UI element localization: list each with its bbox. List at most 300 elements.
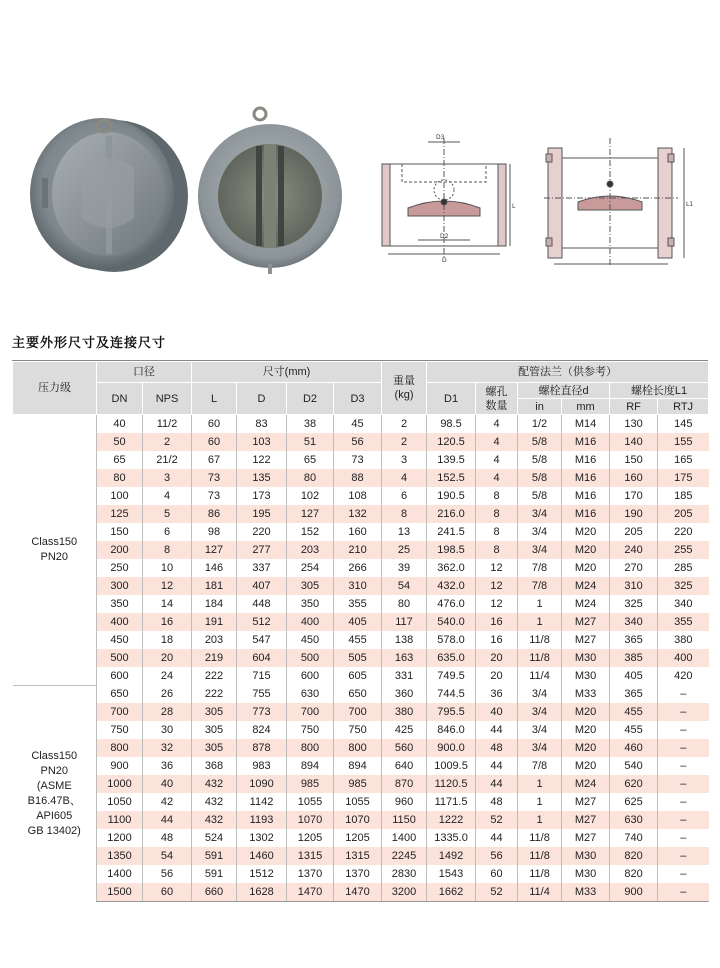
cell-weight: 870 [382,775,427,793]
cell-d3: 1070 [334,811,382,829]
cell-weight: 2 [382,415,427,434]
cell-bolt-mm: M27 [562,829,610,847]
cell-d3: 1370 [334,865,382,883]
cell-len-rtj: – [658,685,709,703]
cell-len-rtj: – [658,793,709,811]
cell-dn: 400 [97,613,143,631]
header-caliber: 口径 [97,362,192,383]
cell-bolt-in: 1/2 [518,415,562,434]
cell-bolt-in: 11/4 [518,667,562,685]
cell-len-rf: 820 [610,865,658,883]
pressure-class-line: GB 13402) [27,824,81,837]
cell-bolt-holes: 12 [476,577,518,595]
cell-len-rf: 460 [610,739,658,757]
cell-bolt-mm: M20 [562,523,610,541]
cell-len-rtj: 285 [658,559,709,577]
cell-len-rf: 340 [610,613,658,631]
pressure-class-cell [13,685,97,902]
cell-bolt-mm: M33 [562,685,610,703]
cell-nps: 16 [143,613,192,631]
cell-weight: 39 [382,559,427,577]
cell-bolt-in: 1 [518,613,562,631]
cell-d2: 1370 [287,865,334,883]
cell-bolt-in: 3/4 [518,739,562,757]
cell-d2: 305 [287,577,334,595]
cell-bolt-in: 1 [518,775,562,793]
cell-d: 1512 [237,865,287,883]
cell-dn: 200 [97,541,143,559]
cell-d: 1460 [237,847,287,865]
cell-bolt-mm: M27 [562,793,610,811]
cell-weight: 425 [382,721,427,739]
cell-d3: 1205 [334,829,382,847]
cell-l: 98 [192,523,237,541]
cell-nps: 28 [143,703,192,721]
cell-len-rtj: 145 [658,415,709,434]
product-photos [0,0,720,300]
table-row [13,685,709,703]
table-row [13,847,709,865]
cell-d3: 266 [334,559,382,577]
cell-d2: 630 [287,685,334,703]
cell-d: 407 [237,577,287,595]
cell-weight: 4 [382,469,427,487]
cell-dn: 1000 [97,775,143,793]
cell-d2: 750 [287,721,334,739]
cell-d3: 405 [334,613,382,631]
cell-d2: 51 [287,433,334,451]
cell-d3: 1470 [334,883,382,902]
header-bolt-holes-line2: 数量 [485,399,508,412]
cell-d1: 1120.5 [427,775,476,793]
cell-d2: 500 [287,649,334,667]
table-row [13,739,709,757]
cell-weight: 560 [382,739,427,757]
cell-dn: 1200 [97,829,143,847]
cell-l: 60 [192,415,237,434]
cell-weight: 640 [382,757,427,775]
section-title: 主要外形尺寸及连接尺寸 [12,336,167,351]
cell-d1: 476.0 [427,595,476,613]
section-drawing-2 [544,134,700,274]
cell-weight: 54 [382,577,427,595]
cell-l: 73 [192,487,237,505]
cell-dn: 250 [97,559,143,577]
cell-d2: 400 [287,613,334,631]
cell-bolt-holes: 8 [476,487,518,505]
header-dn: DN [97,383,143,415]
cell-len-rtj: – [658,757,709,775]
cell-bolt-in: 3/4 [518,505,562,523]
cell-nps: 56 [143,865,192,883]
drawing-label-d: D [442,257,447,264]
cell-l: 203 [192,631,237,649]
cell-d3: 894 [334,757,382,775]
cell-bolt-in: 3/4 [518,523,562,541]
header-d3: D3 [334,383,382,415]
cell-d1: 1222 [427,811,476,829]
cell-dn: 50 [97,433,143,451]
drawing-label-d2: D2 [440,233,449,240]
cell-len-rf: 365 [610,631,658,649]
cell-bolt-holes: 48 [476,739,518,757]
cell-d1: 139.5 [427,451,476,469]
cell-d3: 45 [334,415,382,434]
cell-len-rf: 190 [610,505,658,523]
cell-dn: 80 [97,469,143,487]
cell-bolt-mm: M16 [562,451,610,469]
cell-bolt-holes: 12 [476,595,518,613]
cell-l: 432 [192,811,237,829]
cell-weight: 13 [382,523,427,541]
cell-len-rtj: 175 [658,469,709,487]
cell-dn: 65 [97,451,143,469]
cell-weight: 2245 [382,847,427,865]
cell-len-rtj: 165 [658,451,709,469]
cell-dn: 1050 [97,793,143,811]
cell-d: 1090 [237,775,287,793]
cell-len-rtj: 220 [658,523,709,541]
cell-bolt-holes: 44 [476,775,518,793]
cell-len-rf: 130 [610,415,658,434]
cell-len-rtj: – [658,703,709,721]
table-row [13,721,709,739]
cell-bolt-mm: M14 [562,415,610,434]
cell-d1: 846.0 [427,721,476,739]
cell-d3: 56 [334,433,382,451]
cell-d1: 198.5 [427,541,476,559]
table-row [13,433,709,451]
cell-bolt-mm: M24 [562,577,610,595]
header-mm: mm [562,399,610,415]
cell-bolt-holes: 20 [476,649,518,667]
cell-weight: 6 [382,487,427,505]
cell-d1: 1335.0 [427,829,476,847]
header-rf: RF [610,399,658,415]
cell-d: 195 [237,505,287,523]
cell-l: 219 [192,649,237,667]
cell-l: 86 [192,505,237,523]
table-row [13,631,709,649]
cell-l: 305 [192,721,237,739]
cell-d1: 749.5 [427,667,476,685]
cell-l: 305 [192,739,237,757]
cell-weight: 1400 [382,829,427,847]
cell-bolt-holes: 20 [476,667,518,685]
dimension-table [12,361,709,902]
cell-bolt-mm: M20 [562,559,610,577]
cell-d1: 1492 [427,847,476,865]
cell-l: 222 [192,685,237,703]
cell-weight: 117 [382,613,427,631]
cell-l: 184 [192,595,237,613]
cell-len-rtj: 325 [658,577,709,595]
table-row [13,451,709,469]
cell-d3: 310 [334,577,382,595]
cell-l: 146 [192,559,237,577]
cell-nps: 5 [143,505,192,523]
cell-d3: 160 [334,523,382,541]
cell-d: 83 [237,415,287,434]
cell-bolt-mm: M20 [562,721,610,739]
group-class150 [13,415,709,686]
drawing-label-l: L [512,203,516,210]
cell-dn: 100 [97,487,143,505]
cell-d1: 900.0 [427,739,476,757]
cell-bolt-holes: 12 [476,559,518,577]
cell-l: 73 [192,469,237,487]
cell-bolt-mm: M30 [562,667,610,685]
cell-d2: 985 [287,775,334,793]
cell-nps: 12 [143,577,192,595]
cell-bolt-in: 3/4 [518,721,562,739]
cell-weight: 2 [382,433,427,451]
cell-d3: 108 [334,487,382,505]
cell-dn: 1100 [97,811,143,829]
table-row [13,613,709,631]
table-row [13,559,709,577]
table-row [13,757,709,775]
cell-len-rf: 365 [610,685,658,703]
cell-nps: 6 [143,523,192,541]
cell-d: 878 [237,739,287,757]
cell-bolt-in: 1 [518,811,562,829]
cell-bolt-holes: 4 [476,415,518,434]
cell-l: 222 [192,667,237,685]
cell-bolt-holes: 44 [476,721,518,739]
header-weight-unit: (kg) [394,389,414,401]
header-bolt-length: 螺栓长度L1 [610,383,709,399]
cell-bolt-in: 5/8 [518,433,562,451]
cell-len-rtj: – [658,865,709,883]
cell-nps: 30 [143,721,192,739]
cell-len-rf: 150 [610,451,658,469]
cell-d1: 1662 [427,883,476,902]
cell-bolt-in: 3/4 [518,703,562,721]
cell-len-rf: 625 [610,793,658,811]
table-row [13,595,709,613]
cell-bolt-in: 5/8 [518,451,562,469]
cell-nps: 26 [143,685,192,703]
cell-d1: 1171.5 [427,793,476,811]
table-row [13,793,709,811]
cell-d2: 254 [287,559,334,577]
cell-nps: 21/2 [143,451,192,469]
cell-d3: 1315 [334,847,382,865]
cell-len-rf: 900 [610,883,658,902]
cell-d1: 216.0 [427,505,476,523]
cell-dn: 1400 [97,865,143,883]
cell-nps: 3 [143,469,192,487]
cell-d: 122 [237,451,287,469]
cell-d2: 1205 [287,829,334,847]
cell-nps: 44 [143,811,192,829]
cell-bolt-in: 11/8 [518,829,562,847]
cell-bolt-in: 3/4 [518,541,562,559]
cell-d1: 795.5 [427,703,476,721]
cell-d1: 540.0 [427,613,476,631]
cell-d3: 505 [334,649,382,667]
cell-weight: 80 [382,595,427,613]
table-row [13,883,709,902]
cell-len-rtj: 420 [658,667,709,685]
cell-l: 524 [192,829,237,847]
cell-d1: 362.0 [427,559,476,577]
cell-bolt-holes: 48 [476,793,518,811]
cell-weight: 2830 [382,865,427,883]
cell-l: 368 [192,757,237,775]
pressure-class-line: Class150 [31,535,78,548]
cell-len-rtj: – [658,811,709,829]
cell-d2: 38 [287,415,334,434]
cell-len-rf: 325 [610,595,658,613]
header-in: in [518,399,562,415]
cell-bolt-holes: 4 [476,469,518,487]
cell-len-rtj: – [658,721,709,739]
cell-nps: 32 [143,739,192,757]
cell-len-rf: 170 [610,487,658,505]
cell-bolt-in: 5/8 [518,487,562,505]
cell-len-rtj: 355 [658,613,709,631]
cell-d2: 65 [287,451,334,469]
table-row [13,505,709,523]
cell-bolt-in: 7/8 [518,559,562,577]
cell-nps: 10 [143,559,192,577]
cell-bolt-mm: M16 [562,505,610,523]
table-row [13,865,709,883]
cell-nps: 14 [143,595,192,613]
cell-len-rf: 405 [610,667,658,685]
cell-nps: 18 [143,631,192,649]
cell-dn: 650 [97,685,143,703]
cell-l: 660 [192,883,237,902]
cell-len-rtj: 255 [658,541,709,559]
cell-d: 220 [237,523,287,541]
cell-bolt-in: 5/8 [518,469,562,487]
header-d2: D2 [287,383,334,415]
cell-l: 60 [192,433,237,451]
pressure-class-line: API605 [36,809,73,822]
cell-d2: 152 [287,523,334,541]
cell-bolt-holes: 8 [476,541,518,559]
cell-nps: 36 [143,757,192,775]
cell-bolt-mm: M30 [562,847,610,865]
cell-bolt-holes: 44 [476,829,518,847]
cell-d: 512 [237,613,287,631]
table-row [13,775,709,793]
cell-len-rtj: 155 [658,433,709,451]
cell-d: 715 [237,667,287,685]
cell-d2: 1470 [287,883,334,902]
cell-d2: 1070 [287,811,334,829]
cell-weight: 138 [382,631,427,649]
cell-bolt-mm: M27 [562,613,610,631]
cell-l: 591 [192,847,237,865]
cell-bolt-mm: M16 [562,487,610,505]
cell-d2: 127 [287,505,334,523]
cell-len-rf: 160 [610,469,658,487]
cell-bolt-mm: M16 [562,469,610,487]
cell-dn: 500 [97,649,143,667]
cell-bolt-in: 11/8 [518,865,562,883]
cell-len-rf: 820 [610,847,658,865]
cell-nps: 20 [143,649,192,667]
cell-d: 824 [237,721,287,739]
cell-d: 983 [237,757,287,775]
cell-d: 773 [237,703,287,721]
cell-d1: 241.5 [427,523,476,541]
cell-nps: 11/2 [143,415,192,434]
cell-d: 755 [237,685,287,703]
valve-front-photo [196,104,346,276]
section-drawing-1 [378,128,516,268]
cell-len-rtj: 400 [658,649,709,667]
cell-bolt-mm: M30 [562,649,610,667]
cell-l: 305 [192,703,237,721]
cell-d3: 800 [334,739,382,757]
cell-weight: 3 [382,451,427,469]
cell-nps: 48 [143,829,192,847]
cell-d: 135 [237,469,287,487]
cell-dn: 350 [97,595,143,613]
cell-dn: 40 [97,415,143,434]
cell-dn: 1500 [97,883,143,902]
cell-d3: 210 [334,541,382,559]
cell-len-rtj: 380 [658,631,709,649]
cell-d: 173 [237,487,287,505]
cell-bolt-holes: 56 [476,847,518,865]
header-pressure-class: 压力级 [13,362,97,415]
cell-len-rtj: – [658,739,709,757]
cell-d: 1302 [237,829,287,847]
cell-bolt-in: 7/8 [518,757,562,775]
cell-bolt-mm: M20 [562,703,610,721]
table-row [13,829,709,847]
group-class150-asme [13,685,709,902]
cell-len-rf: 455 [610,721,658,739]
cell-weight: 163 [382,649,427,667]
cell-d2: 700 [287,703,334,721]
cell-d1: 98.5 [427,415,476,434]
cell-bolt-holes: 36 [476,685,518,703]
header-nps: NPS [143,383,192,415]
cell-len-rf: 455 [610,703,658,721]
cell-nps: 8 [143,541,192,559]
table-row [13,649,709,667]
cell-d2: 102 [287,487,334,505]
cell-d3: 605 [334,667,382,685]
cell-bolt-mm: M24 [562,775,610,793]
valve-side-photo [22,108,192,278]
cell-d1: 578.0 [427,631,476,649]
cell-bolt-holes: 4 [476,433,518,451]
cell-bolt-holes: 8 [476,523,518,541]
cell-bolt-mm: M27 [562,631,610,649]
header-bolt-holes [476,383,518,415]
cell-nps: 60 [143,883,192,902]
cell-d1: 432.0 [427,577,476,595]
cell-d2: 350 [287,595,334,613]
table-row [13,487,709,505]
cell-l: 127 [192,541,237,559]
header-weight-label: 重量 [393,375,416,387]
cell-bolt-holes: 44 [476,757,518,775]
cell-bolt-holes: 16 [476,631,518,649]
cell-bolt-in: 3/4 [518,685,562,703]
pressure-class-line: (ASME B16.47B、 [27,779,81,807]
cell-bolt-mm: M33 [562,883,610,902]
cell-len-rf: 310 [610,577,658,595]
